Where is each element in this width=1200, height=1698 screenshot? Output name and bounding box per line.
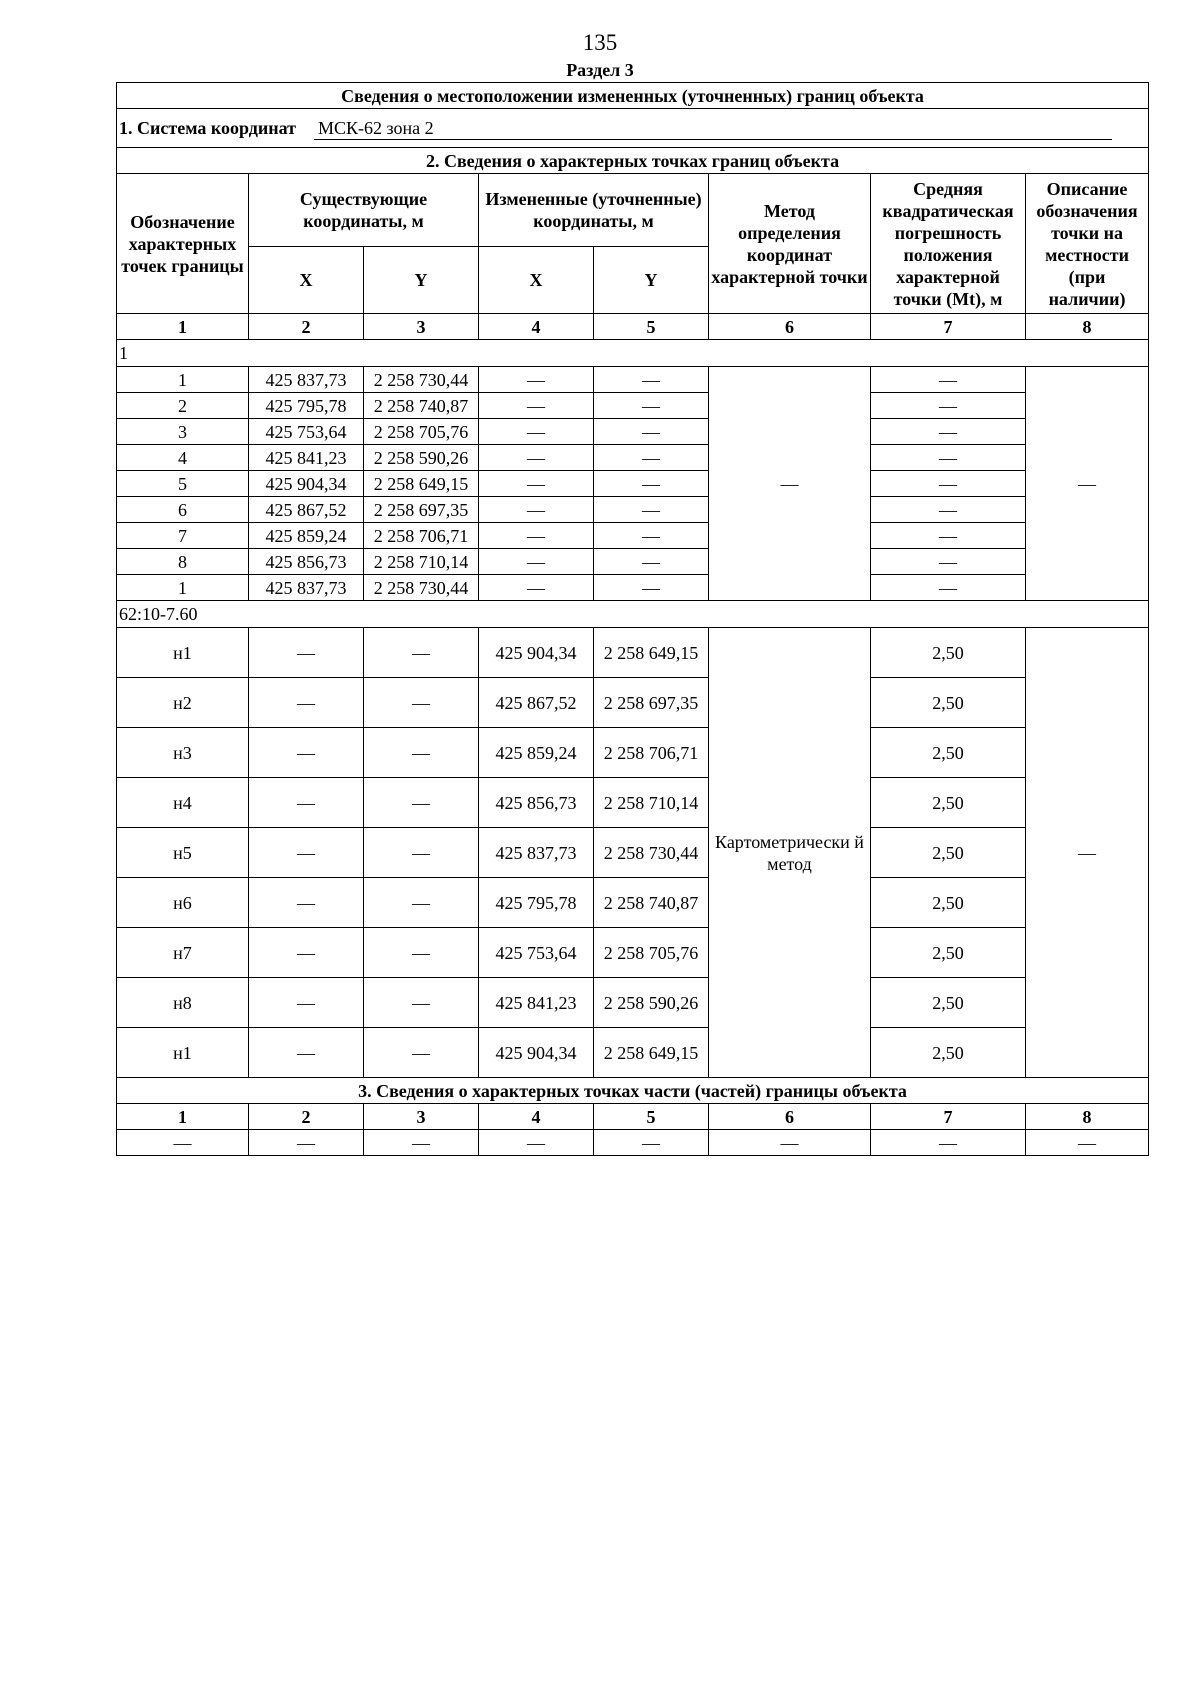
- table-row: [117, 367, 1149, 393]
- column-number: 2: [249, 1104, 364, 1130]
- point-cell: 7: [117, 523, 249, 549]
- changed-y-cell: —: [594, 549, 709, 575]
- existing-x-cell: —: [249, 878, 364, 928]
- table-row: [117, 778, 1149, 828]
- table-row: [117, 828, 1149, 878]
- existing-y-cell: 2 258 590,26: [364, 445, 479, 471]
- boundary-table: [116, 82, 1149, 1156]
- changed-y-cell: 2 258 649,15: [594, 1028, 709, 1078]
- column-number: 5: [594, 1104, 709, 1130]
- mt-cell: —: [871, 471, 1026, 497]
- mt-cell: —: [871, 393, 1026, 419]
- point-cell: н1: [117, 628, 249, 678]
- point-cell: 6: [117, 497, 249, 523]
- changed-x-cell: 425 753,64: [479, 928, 594, 978]
- column-number: 3: [364, 314, 479, 340]
- changed-x-cell: —: [479, 445, 594, 471]
- changed-y-cell: —: [594, 393, 709, 419]
- changed-y-cell: —: [594, 367, 709, 393]
- point-cell: н6: [117, 878, 249, 928]
- header-changed-x: X: [479, 247, 594, 314]
- existing-y-cell: 2 258 649,15: [364, 471, 479, 497]
- column-number: 4: [479, 1104, 594, 1130]
- parts-cell: —: [1026, 1130, 1149, 1156]
- existing-y-cell: 2 258 730,44: [364, 575, 479, 601]
- mt-cell: 2,50: [871, 978, 1026, 1028]
- table-row: [117, 728, 1149, 778]
- changed-y-cell: —: [594, 471, 709, 497]
- group-2-label: 62:10-7.60: [117, 601, 1149, 628]
- table-row: [117, 628, 1149, 678]
- table-row: [117, 978, 1149, 1028]
- column-number: 1: [117, 1104, 249, 1130]
- header-changed-y: Y: [594, 247, 709, 314]
- point-cell: н4: [117, 778, 249, 828]
- table-row: [117, 497, 1149, 523]
- table-row: [117, 393, 1149, 419]
- parts-cell: —: [364, 1130, 479, 1156]
- points-section-title: 2. Сведения о характерных точках границ объекта: [117, 148, 1149, 174]
- section-title: Раздел 3: [566, 60, 634, 80]
- header-existing-y: Y: [364, 247, 479, 314]
- page-number: 135: [582, 30, 618, 55]
- mt-cell: —: [871, 367, 1026, 393]
- mt-cell: 2,50: [871, 1028, 1026, 1078]
- mt-cell: —: [871, 419, 1026, 445]
- changed-y-cell: 2 258 730,44: [594, 828, 709, 878]
- existing-y-cell: —: [364, 728, 479, 778]
- existing-x-cell: 425 837,73: [249, 575, 364, 601]
- column-number: 5: [594, 314, 709, 340]
- parts-cell: —: [871, 1130, 1026, 1156]
- header-description: Описание обозначения точки на местности (при наличии): [1026, 174, 1149, 314]
- mt-cell: 2,50: [871, 928, 1026, 978]
- point-cell: 3: [117, 419, 249, 445]
- header-method: Метод определения координат характерной точки: [709, 174, 871, 314]
- existing-y-cell: 2 258 740,87: [364, 393, 479, 419]
- changed-x-cell: —: [479, 393, 594, 419]
- table-row: [117, 678, 1149, 728]
- mt-cell: —: [871, 549, 1026, 575]
- group-1-label: 1: [117, 340, 1149, 367]
- changed-y-cell: —: [594, 419, 709, 445]
- existing-x-cell: —: [249, 828, 364, 878]
- mt-cell: 2,50: [871, 678, 1026, 728]
- description-cell: —: [1026, 367, 1149, 601]
- parts-cell: —: [479, 1130, 594, 1156]
- existing-y-cell: —: [364, 928, 479, 978]
- changed-x-cell: 425 904,34: [479, 1028, 594, 1078]
- point-cell: 1: [117, 367, 249, 393]
- changed-x-cell: 425 904,34: [479, 628, 594, 678]
- existing-y-cell: 2 258 697,35: [364, 497, 479, 523]
- table-title: Сведения о местоположении измененных (уточненных) границ объекта: [117, 83, 1149, 109]
- table-row: [117, 471, 1149, 497]
- changed-x-cell: 425 856,73: [479, 778, 594, 828]
- existing-x-cell: 425 859,24: [249, 523, 364, 549]
- changed-y-cell: 2 258 740,87: [594, 878, 709, 928]
- changed-y-cell: 2 258 649,15: [594, 628, 709, 678]
- table-row: [117, 419, 1149, 445]
- existing-x-cell: —: [249, 728, 364, 778]
- column-number: 7: [871, 1104, 1026, 1130]
- column-number: 4: [479, 314, 594, 340]
- header-existing: Существующие координаты, м: [249, 174, 479, 247]
- point-cell: н2: [117, 678, 249, 728]
- existing-y-cell: 2 258 730,44: [364, 367, 479, 393]
- existing-x-cell: —: [249, 778, 364, 828]
- changed-x-cell: 425 859,24: [479, 728, 594, 778]
- existing-y-cell: —: [364, 678, 479, 728]
- parts-section-title: 3. Сведения о характерных точках части (частей) границы объекта: [117, 1078, 1149, 1104]
- table-row: [117, 445, 1149, 471]
- column-number: 8: [1026, 1104, 1149, 1130]
- existing-x-cell: 425 795,78: [249, 393, 364, 419]
- point-cell: 8: [117, 549, 249, 575]
- existing-y-cell: —: [364, 1028, 479, 1078]
- point-cell: 2: [117, 393, 249, 419]
- changed-y-cell: —: [594, 445, 709, 471]
- parts-cell: —: [709, 1130, 871, 1156]
- point-cell: н5: [117, 828, 249, 878]
- point-cell: 5: [117, 471, 249, 497]
- changed-y-cell: —: [594, 523, 709, 549]
- existing-y-cell: 2 258 710,14: [364, 549, 479, 575]
- changed-x-cell: —: [479, 549, 594, 575]
- column-number: 6: [709, 314, 871, 340]
- changed-x-cell: 425 795,78: [479, 878, 594, 928]
- column-number: 3: [364, 1104, 479, 1130]
- mt-cell: 2,50: [871, 828, 1026, 878]
- column-number: 1: [117, 314, 249, 340]
- existing-x-cell: 425 904,34: [249, 471, 364, 497]
- point-cell: н8: [117, 978, 249, 1028]
- parts-cell: —: [249, 1130, 364, 1156]
- existing-x-cell: 425 856,73: [249, 549, 364, 575]
- column-number: 2: [249, 314, 364, 340]
- mt-cell: —: [871, 575, 1026, 601]
- existing-y-cell: —: [364, 878, 479, 928]
- changed-x-cell: —: [479, 367, 594, 393]
- changed-x-cell: —: [479, 523, 594, 549]
- table-row: [117, 523, 1149, 549]
- changed-x-cell: 425 841,23: [479, 978, 594, 1028]
- header-mt: Средняя квадратическая погрешность положения характерной точки (Mt), м: [871, 174, 1026, 314]
- point-cell: н3: [117, 728, 249, 778]
- column-number: 6: [709, 1104, 871, 1130]
- changed-x-cell: —: [479, 419, 594, 445]
- existing-y-cell: —: [364, 978, 479, 1028]
- column-number: 8: [1026, 314, 1149, 340]
- existing-x-cell: 425 837,73: [249, 367, 364, 393]
- existing-x-cell: 425 841,23: [249, 445, 364, 471]
- coord-system-value: МСК-62 зона 2: [314, 117, 1112, 140]
- changed-y-cell: —: [594, 575, 709, 601]
- existing-y-cell: 2 258 706,71: [364, 523, 479, 549]
- description-cell: —: [1026, 628, 1149, 1078]
- existing-x-cell: 425 867,52: [249, 497, 364, 523]
- existing-x-cell: —: [249, 1028, 364, 1078]
- changed-y-cell: 2 258 710,14: [594, 778, 709, 828]
- mt-cell: —: [871, 497, 1026, 523]
- point-cell: н1: [117, 1028, 249, 1078]
- table-row: [117, 928, 1149, 978]
- changed-y-cell: —: [594, 497, 709, 523]
- existing-x-cell: —: [249, 678, 364, 728]
- changed-x-cell: 425 867,52: [479, 678, 594, 728]
- existing-y-cell: —: [364, 828, 479, 878]
- point-cell: н7: [117, 928, 249, 978]
- method-cell: —: [709, 367, 871, 601]
- mt-cell: 2,50: [871, 778, 1026, 828]
- point-cell: 4: [117, 445, 249, 471]
- changed-y-cell: 2 258 706,71: [594, 728, 709, 778]
- parts-cell: —: [594, 1130, 709, 1156]
- existing-y-cell: 2 258 705,76: [364, 419, 479, 445]
- mt-cell: —: [871, 523, 1026, 549]
- mt-cell: 2,50: [871, 628, 1026, 678]
- point-cell: 1: [117, 575, 249, 601]
- mt-cell: 2,50: [871, 728, 1026, 778]
- method-cell: Картометрически й метод: [709, 628, 871, 1078]
- table-row: [117, 878, 1149, 928]
- changed-x-cell: —: [479, 497, 594, 523]
- coord-system-label: 1. Система координат: [119, 117, 296, 138]
- table-row: [117, 575, 1149, 601]
- existing-x-cell: 425 753,64: [249, 419, 364, 445]
- existing-x-cell: —: [249, 928, 364, 978]
- changed-x-cell: —: [479, 575, 594, 601]
- table-row: [117, 549, 1149, 575]
- header-changed: Измененные (уточненные) координаты, м: [479, 174, 709, 247]
- header-existing-x: X: [249, 247, 364, 314]
- existing-x-cell: —: [249, 978, 364, 1028]
- coord-system-cell: [117, 109, 1149, 148]
- mt-cell: 2,50: [871, 878, 1026, 928]
- changed-y-cell: 2 258 590,26: [594, 978, 709, 1028]
- parts-cell: —: [117, 1130, 249, 1156]
- column-number: 7: [871, 314, 1026, 340]
- existing-y-cell: —: [364, 628, 479, 678]
- existing-y-cell: —: [364, 778, 479, 828]
- changed-x-cell: —: [479, 471, 594, 497]
- changed-x-cell: 425 837,73: [479, 828, 594, 878]
- changed-y-cell: 2 258 705,76: [594, 928, 709, 978]
- header-designation: Обозначение характерных точек границы: [117, 174, 249, 314]
- existing-x-cell: —: [249, 628, 364, 678]
- table-row: [117, 1028, 1149, 1078]
- mt-cell: —: [871, 445, 1026, 471]
- changed-y-cell: 2 258 697,35: [594, 678, 709, 728]
